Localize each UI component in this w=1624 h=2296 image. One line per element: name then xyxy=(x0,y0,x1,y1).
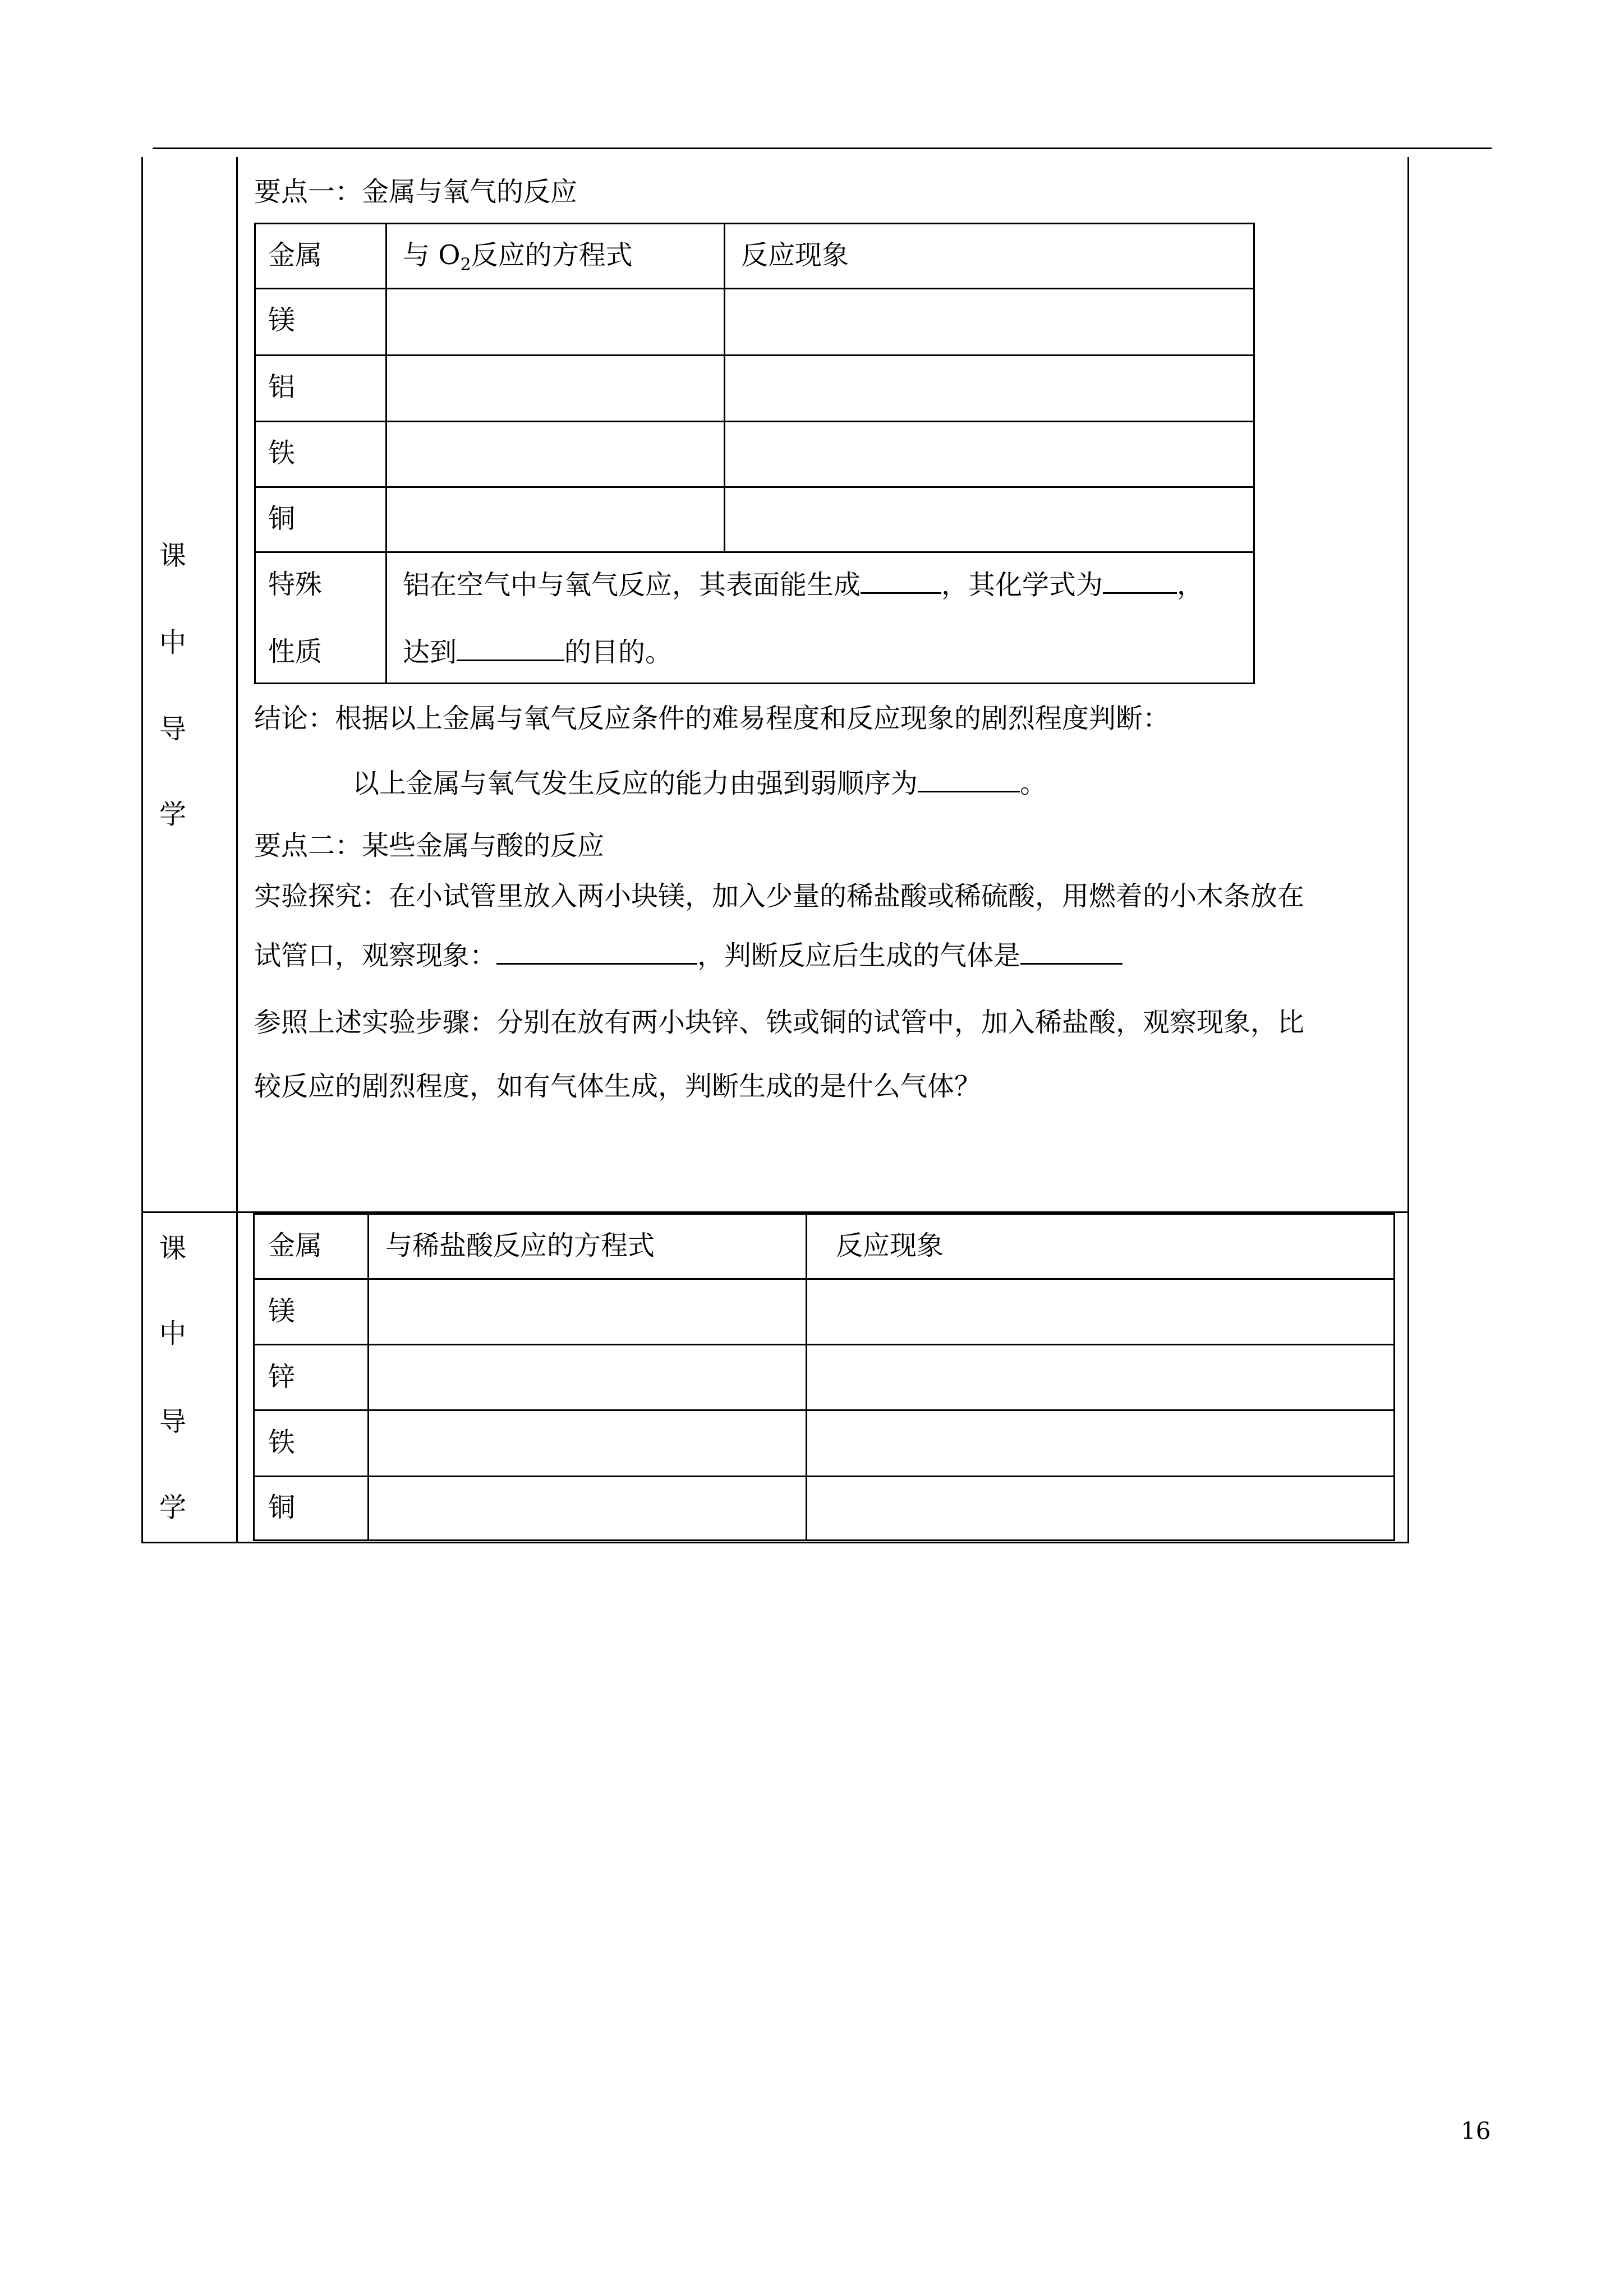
text: ，判断反应后生成的气体是 xyxy=(697,940,1021,971)
text: 达到 xyxy=(403,637,457,668)
header-rule xyxy=(153,147,1492,149)
side-char: 中 xyxy=(159,1318,186,1349)
table1-rule xyxy=(1253,223,1255,684)
conclusion-line1: 结论：根据以上金属与氧气反应条件的难易程度和反应现象的剧烈程度判断： xyxy=(254,703,1170,734)
fill-blank[interactable] xyxy=(1103,568,1177,594)
text: 以上金属与氧气发生反应的能力由强到弱顺序为 xyxy=(352,768,918,799)
table1-row-metal: 铜 xyxy=(268,503,296,534)
table1-row-metal: 铁 xyxy=(268,437,296,469)
table2-rule xyxy=(806,1213,807,1541)
page-number: 16 xyxy=(1461,2117,1491,2145)
section1-divider xyxy=(236,157,238,1212)
experiment-line1: 实验探究：在小试管里放入两小块镁，加入少量的稀盐酸或稀硫酸，用燃着的小木条放在 xyxy=(254,880,1305,912)
table2-row-metal: 锌 xyxy=(268,1361,296,1393)
table1-rule xyxy=(724,223,725,553)
table1-row-metal: 镁 xyxy=(268,305,296,336)
fill-blank[interactable] xyxy=(918,766,1020,792)
table1-header-metal: 金属 xyxy=(268,239,323,271)
o2-text: 与 O xyxy=(403,239,461,271)
table2-row-metal: 铜 xyxy=(268,1492,296,1523)
o2-subscript: 2 xyxy=(460,255,471,275)
table2-rule xyxy=(253,1213,255,1541)
experiment-line2 xyxy=(254,938,1122,972)
table2-row-metal: 镁 xyxy=(268,1295,296,1327)
side-char: 中 xyxy=(159,627,186,658)
text: ， xyxy=(1177,569,1204,601)
side-char: 学 xyxy=(159,799,186,830)
table2-rule xyxy=(1393,1213,1395,1541)
equation-text: 反应的方程式 xyxy=(471,239,633,271)
table2-header-phenomenon: 反应现象 xyxy=(836,1230,944,1261)
table1-rule xyxy=(254,223,256,684)
text: 铝在空气中与氧气反应，其表面能生成 xyxy=(403,569,861,601)
fill-blank[interactable] xyxy=(1020,938,1122,965)
reference-line1: 参照上述实验步骤：分别在放有两小块锌、铁或铜的试管中，加入稀盐酸，观察现象，比 xyxy=(254,1007,1305,1038)
table2-header-equation: 与稀盐酸反应的方程式 xyxy=(385,1230,655,1261)
table1-rule xyxy=(254,354,1255,356)
table2-header-metal: 金属 xyxy=(268,1230,323,1261)
special-text-line2 xyxy=(403,635,672,669)
table2-rule xyxy=(253,1409,1395,1411)
text: 的目的。 xyxy=(564,637,673,668)
table2-rule xyxy=(367,1213,369,1541)
section1-left-border xyxy=(141,157,143,1212)
conclusion-line2 xyxy=(352,766,1047,800)
section2-bottom-border xyxy=(141,1542,1409,1543)
fill-blank[interactable] xyxy=(457,635,564,661)
table1-row-metal: 铝 xyxy=(268,371,296,403)
table1-rule xyxy=(254,486,1255,488)
point1-title: 要点一：金属与氧气的反应 xyxy=(254,176,578,208)
table1-header-phenomenon: 反应现象 xyxy=(741,239,849,271)
side-char: 课 xyxy=(159,540,186,571)
side-char: 导 xyxy=(159,713,186,745)
fill-blank[interactable] xyxy=(861,568,941,594)
special-label: 特殊 xyxy=(268,569,323,600)
section1-right-border xyxy=(1407,157,1409,1543)
table2-rule xyxy=(253,1344,1395,1345)
table2-rule xyxy=(253,1476,1395,1477)
fill-blank[interactable] xyxy=(496,938,697,965)
table1-rule xyxy=(254,551,1255,553)
table2-row-metal: 铁 xyxy=(268,1427,296,1458)
side-char: 学 xyxy=(159,1492,186,1523)
table1-rule xyxy=(385,223,387,684)
table1-rule xyxy=(254,223,1255,224)
table2-rule xyxy=(253,1278,1395,1280)
table1-header-equation xyxy=(403,238,633,282)
section2-divider xyxy=(236,1211,238,1543)
reference-line2: 较反应的剧烈程度，如有气体生成，判断生成的是什么气体？ xyxy=(254,1071,982,1102)
special-text-line1 xyxy=(403,568,1204,602)
text: 试管口，观察现象： xyxy=(254,940,497,971)
special-label: 性质 xyxy=(268,636,323,667)
side-char: 导 xyxy=(159,1406,186,1437)
text: 。 xyxy=(1020,768,1047,799)
table1-rule xyxy=(254,288,1255,289)
side-char: 课 xyxy=(159,1233,186,1264)
table1-rule xyxy=(254,683,1255,684)
table2-rule xyxy=(253,1213,1395,1215)
table1-rule xyxy=(254,421,1255,422)
point2-title: 要点二：某些金属与酸的反应 xyxy=(254,830,605,861)
table2-rule xyxy=(253,1539,1395,1541)
text: ，其化学式为 xyxy=(941,569,1103,601)
section2-left-border xyxy=(141,1211,143,1543)
